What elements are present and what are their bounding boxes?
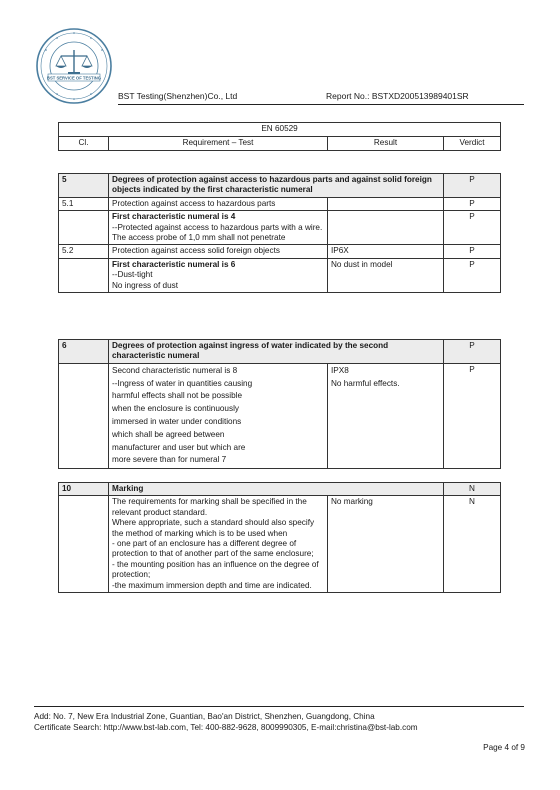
requirement-title: Protection against access solid foreign objects xyxy=(112,246,280,256)
requirement-line: Second characteristic numeral is 8 xyxy=(112,365,238,375)
requirement-line: - the mounting position has an influence on the degree of protection; xyxy=(112,559,319,580)
row-verdict: P xyxy=(444,363,501,468)
section-5-table xyxy=(58,173,501,293)
row-result xyxy=(328,197,444,210)
standard-title: EN 60529 xyxy=(59,123,501,137)
row-clause xyxy=(59,258,109,292)
row-result: No dust in model xyxy=(328,258,444,292)
table-row xyxy=(59,496,501,593)
footer-certificate-search: Certificate Search: http://www.bst-lab.com, Tel: 400-882-9628, 8009990305, E-mail:christina@bst-lab.com xyxy=(34,723,418,732)
row-requirement xyxy=(109,496,328,593)
row-clause: 5.2 xyxy=(59,245,109,258)
section-5-clause: 5 xyxy=(59,174,109,198)
section-10-table xyxy=(58,482,501,593)
requirement-line: -the maximum immersion depth and time are indicated. xyxy=(112,580,312,590)
row-requirement xyxy=(109,197,328,210)
row-verdict: P xyxy=(444,211,501,245)
row-verdict: N xyxy=(444,496,501,593)
company-logo-stamp xyxy=(34,26,114,106)
requirement-line: The access probe of 1,0 mm shall not penetrate xyxy=(112,233,286,243)
table-row xyxy=(59,258,501,292)
section-6-title: Degrees of protection against ingress of water indicated by the second characteristic numeral xyxy=(109,340,444,364)
standard-header-table xyxy=(58,122,501,151)
company-name: BST Testing(Shenzhen)Co., Ltd xyxy=(118,91,238,101)
section-10-title: Marking xyxy=(109,483,444,496)
col-header-result: Result xyxy=(328,137,444,151)
requirement-line: --Protected against access to hazardous parts with a wire. xyxy=(112,222,323,232)
table-row xyxy=(59,363,501,468)
row-result xyxy=(328,363,444,468)
report-number: Report No.: BSTXD200513989401SR xyxy=(326,91,469,101)
row-verdict: P xyxy=(444,245,501,258)
row-verdict: P xyxy=(444,197,501,210)
col-header-clause: Cl. xyxy=(59,137,109,151)
requirement-line: --Ingress of water in quantities causing xyxy=(112,378,253,388)
requirement-line: when the enclosure is continuously xyxy=(112,404,239,414)
section-6-verdict: P xyxy=(444,340,501,364)
requirement-title: Protection against access to hazardous parts xyxy=(112,198,276,208)
requirement-line: which shall be agreed between xyxy=(112,429,225,439)
result-line: No harmful effects. xyxy=(331,378,400,388)
row-clause: 5.1 xyxy=(59,197,109,210)
row-requirement xyxy=(109,258,328,292)
logo-stamp-text: BST SERVICE OF TESTING xyxy=(46,75,102,81)
row-clause xyxy=(59,211,109,245)
section-6-table xyxy=(58,339,501,469)
requirement-title: First characteristic numeral is 4 xyxy=(112,212,236,222)
footer-address: Add: No. 7, New Era Industrial Zone, Guantian, Bao'an District, Shenzhen, Guangdong, China xyxy=(34,712,375,721)
result-line: IPX8 xyxy=(331,365,349,375)
page-number: Page 4 of 9 xyxy=(483,743,525,752)
requirement-line: more severe than for numeral 7 xyxy=(112,455,227,465)
footer-divider xyxy=(34,706,524,707)
requirement-line: No ingress of dust xyxy=(112,280,178,290)
requirement-line: The requirements for marking shall be specified in the relevant product standard. xyxy=(112,497,307,517)
table-row xyxy=(59,211,501,245)
col-header-requirement: Requirement – Test xyxy=(109,137,328,151)
requirement-line: manufacturer and user but which are xyxy=(112,442,246,452)
table-row xyxy=(59,245,501,258)
section-5-title: Degrees of protection against access to hazardous parts and against solid foreign objects indicated by the first characteristic numeral xyxy=(109,174,444,198)
row-clause xyxy=(59,496,109,593)
requirement-line: --Dust-tight xyxy=(112,270,153,280)
row-result: No marking xyxy=(328,496,444,593)
requirement-title: First characteristic numeral is 6 xyxy=(112,259,236,269)
table-row xyxy=(59,197,501,210)
row-requirement xyxy=(109,211,328,245)
requirement-line: harmful effects shall not be possible xyxy=(112,391,243,401)
requirement-line: - one part of an enclosure has a different degree of protection to that of another part of the same enclosure; xyxy=(112,539,314,559)
row-requirement xyxy=(109,363,328,468)
section-10-clause: 10 xyxy=(59,483,109,496)
row-verdict: P xyxy=(444,258,501,292)
section-6-clause: 6 xyxy=(59,340,109,364)
row-result: IP6X xyxy=(328,245,444,258)
section-10-verdict: N xyxy=(444,483,501,496)
col-header-verdict: Verdict xyxy=(444,137,501,151)
header-divider xyxy=(118,104,524,105)
row-result xyxy=(328,211,444,245)
row-requirement xyxy=(109,245,328,258)
row-clause xyxy=(59,363,109,468)
section-5-verdict: P xyxy=(444,174,501,198)
requirement-line: immersed in water under conditions xyxy=(112,417,242,426)
requirement-line: Where appropriate, such a standard should also specify the method of marking which is to be used when xyxy=(112,518,315,538)
